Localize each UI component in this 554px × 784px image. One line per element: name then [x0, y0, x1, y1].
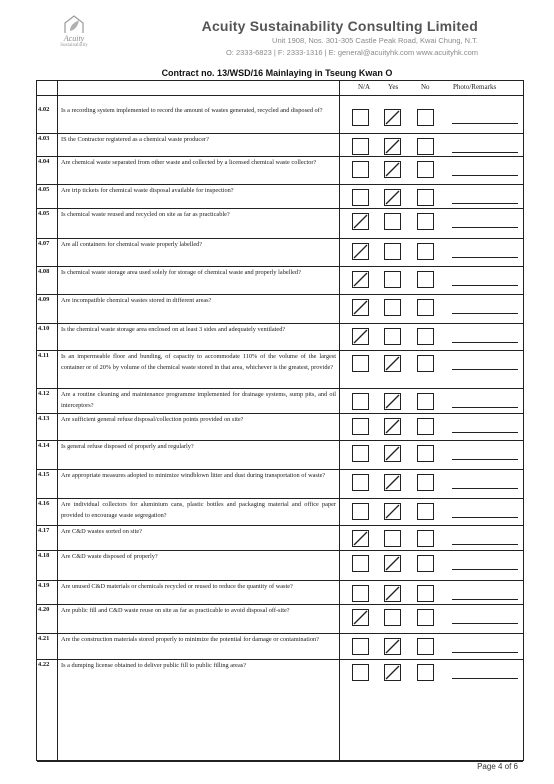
table-row — [37, 581, 523, 605]
item-number: 4.16 — [38, 500, 50, 507]
table-row — [37, 267, 523, 295]
checkbox-na[interactable] — [352, 445, 369, 462]
checkbox-yes[interactable] — [384, 503, 401, 520]
checkbox-na[interactable] — [352, 609, 369, 626]
page-number: Page 4 of 6 — [477, 762, 518, 771]
item-question: Are C&D wastes sorted on site? — [61, 528, 142, 535]
checkbox-no[interactable] — [417, 109, 434, 126]
remarks-line[interactable] — [452, 123, 518, 124]
item-number: 4.21 — [38, 635, 50, 642]
item-question: Is a dumping license obtained to deliver public fill to public filling areas? — [61, 662, 247, 669]
col-header-na: N/A — [358, 83, 371, 91]
item-question: Are incompatible chemical wastes stored in different areas? — [61, 297, 212, 304]
checkbox-no[interactable] — [417, 328, 434, 345]
checklist-table — [36, 80, 524, 761]
item-number: 4.14 — [38, 442, 50, 449]
checkbox-no[interactable] — [417, 189, 434, 206]
checkbox-no[interactable] — [417, 299, 434, 316]
checkbox-na[interactable] — [352, 138, 369, 155]
checkbox-yes[interactable] — [384, 328, 401, 345]
checkbox-na[interactable] — [352, 530, 369, 547]
item-number: 4.13 — [38, 415, 50, 422]
checkbox-na[interactable] — [352, 418, 369, 435]
check-mark-icon — [384, 638, 401, 655]
table-row — [37, 526, 523, 551]
checkbox-yes[interactable] — [384, 609, 401, 626]
table-row — [37, 105, 523, 134]
remarks-line[interactable] — [452, 432, 518, 433]
checkbox-no[interactable] — [417, 271, 434, 288]
checkbox-na[interactable] — [352, 299, 369, 316]
check-mark-icon — [352, 299, 369, 316]
check-mark-icon — [352, 530, 369, 547]
checkbox-no[interactable] — [417, 138, 434, 155]
item-question: Are individual collectors for aluminium cans, plastic bottles and packaging material and office paper provided to encourage waste segregation? — [61, 501, 336, 519]
remarks-line[interactable] — [452, 227, 518, 228]
remarks-line[interactable] — [452, 285, 518, 286]
check-mark-icon — [384, 161, 401, 178]
item-number: 4.09 — [38, 296, 50, 303]
item-question: Is the chemical waste storage area enclosed on at least 3 sides and adequately ventilated? — [61, 326, 286, 333]
checkbox-na[interactable] — [352, 213, 369, 230]
table-row — [37, 295, 523, 324]
item-number: 4.15 — [38, 471, 50, 478]
checkbox-no[interactable] — [417, 161, 434, 178]
checkbox-yes[interactable] — [384, 299, 401, 316]
remarks-line[interactable] — [452, 175, 518, 176]
table-row — [37, 414, 523, 441]
company-contact: O: 2333-6823 | F: 2333-1316 | E: general@acuityhk.com www.acuityhk.com — [225, 48, 478, 57]
check-mark-icon — [352, 271, 369, 288]
check-mark-icon — [384, 503, 401, 520]
remarks-line[interactable] — [452, 599, 518, 600]
checkbox-no[interactable] — [417, 530, 434, 547]
table-row — [37, 551, 523, 581]
item-question: Are a routine cleaning and maintenance programme implemented for drainage systems, sump pits, and oil interceptors? — [61, 391, 336, 409]
leaf-house-icon — [63, 14, 85, 34]
col-divider-question — [339, 81, 340, 760]
remarks-line[interactable] — [452, 203, 518, 204]
checkbox-na[interactable] — [352, 555, 369, 572]
checkbox-yes[interactable] — [384, 555, 401, 572]
check-mark-icon — [384, 664, 401, 681]
col-divider-num — [57, 81, 58, 760]
checkbox-no[interactable] — [417, 503, 434, 520]
logo-subtext: Sustainability — [60, 43, 88, 48]
remarks-line[interactable] — [452, 313, 518, 314]
checkbox-yes[interactable] — [384, 474, 401, 491]
checkbox-yes[interactable] — [384, 355, 401, 372]
check-mark-icon — [384, 474, 401, 491]
checkbox-na[interactable] — [352, 664, 369, 681]
item-number: 4.19 — [38, 582, 50, 589]
remarks-line[interactable] — [452, 678, 518, 679]
check-mark-icon — [384, 189, 401, 206]
item-question: Are C&D waste disposed of properly? — [61, 553, 158, 560]
table-row — [37, 605, 523, 634]
checkbox-na[interactable] — [352, 271, 369, 288]
item-number: 4.22 — [38, 661, 50, 668]
item-number: 4.12 — [38, 390, 50, 397]
table-row — [37, 157, 523, 185]
checkbox-no[interactable] — [417, 445, 434, 462]
table-row — [37, 660, 523, 762]
company-block — [118, 18, 478, 58]
col-header-yes: Yes — [388, 83, 399, 91]
checkbox-na[interactable] — [352, 393, 369, 410]
checkbox-no[interactable] — [417, 585, 434, 602]
checkbox-na[interactable] — [352, 503, 369, 520]
checkbox-no[interactable] — [417, 474, 434, 491]
remarks-line[interactable] — [452, 623, 518, 624]
table-row — [37, 239, 523, 267]
remarks-line[interactable] — [452, 407, 518, 408]
check-mark-icon — [384, 109, 401, 126]
table-row — [37, 351, 523, 389]
logo-text: Acuity — [63, 34, 85, 43]
table-row — [37, 441, 523, 470]
item-question: Is chemical waste reused and recycled on site as far as practicable? — [61, 211, 230, 218]
check-mark-icon — [384, 418, 401, 435]
item-question: Are sufficient general refuse disposal/collection points provided on site? — [61, 416, 244, 423]
item-question: Are appropriate measures adopted to minimize windblown litter and dust during transportation of waste? — [61, 472, 326, 479]
checkbox-no[interactable] — [417, 418, 434, 435]
remarks-line[interactable] — [452, 152, 518, 153]
checkbox-na[interactable] — [352, 585, 369, 602]
checkbox-yes[interactable] — [384, 418, 401, 435]
item-number: 4.10 — [38, 325, 50, 332]
item-number: 4.07 — [38, 240, 50, 247]
remarks-line[interactable] — [452, 342, 518, 343]
checkbox-no[interactable] — [417, 638, 434, 655]
item-number: 4.02 — [38, 106, 50, 113]
item-question: Is general refuse disposed of properly and regularly? — [61, 443, 194, 450]
table-row — [37, 389, 523, 414]
item-number: 4.05 — [38, 210, 50, 217]
item-question: IS the Contractor registered as a chemical waste producer? — [61, 136, 209, 143]
item-question: Is a recording system implemented to record the amount of wastes generated, recycled and disposed of? — [61, 107, 323, 114]
checkbox-yes[interactable] — [384, 445, 401, 462]
table-row — [37, 134, 523, 157]
company-address: Unit 1908, Nos. 301-305 Castle Peak Road, Kwai Chung, N.T. — [272, 36, 478, 45]
remarks-line[interactable] — [452, 544, 518, 545]
table-row — [37, 324, 523, 351]
table-row — [37, 470, 523, 499]
item-number: 4.11 — [38, 352, 50, 359]
checkbox-na[interactable] — [352, 474, 369, 491]
item-question: Are unused C&D materials or chemicals recycled or reused to reduce the quantity of waste? — [61, 583, 293, 590]
checkbox-no[interactable] — [417, 555, 434, 572]
check-mark-icon — [352, 243, 369, 260]
checkbox-yes[interactable] — [384, 664, 401, 681]
check-mark-icon — [384, 355, 401, 372]
item-number: 4.05 — [38, 186, 50, 193]
checkbox-yes[interactable] — [384, 271, 401, 288]
checkbox-yes[interactable] — [384, 530, 401, 547]
table-header — [37, 81, 523, 96]
remarks-line[interactable] — [452, 369, 518, 370]
item-question: Are the construction materials stored properly to minimize the potential for damage or contamination? — [61, 636, 319, 643]
checkbox-no[interactable] — [417, 355, 434, 372]
checkbox-yes[interactable] — [384, 243, 401, 260]
checkbox-na[interactable] — [352, 243, 369, 260]
company-name: Acuity Sustainability Consulting Limited — [201, 18, 478, 34]
item-number: 4.18 — [38, 552, 50, 559]
col-header-no: No — [421, 83, 430, 91]
checkbox-yes[interactable] — [384, 393, 401, 410]
checkbox-no[interactable] — [417, 213, 434, 230]
table-row — [37, 634, 523, 660]
item-question: Are public fill and C&D waste reuse on site as far as practicable to avoid disposal off-site? — [61, 607, 290, 614]
item-question: Is chemical waste storage area used solely for storage of chemical waste and properly labelled? — [61, 269, 301, 276]
checkbox-na[interactable] — [352, 355, 369, 372]
remarks-line[interactable] — [452, 488, 518, 489]
check-mark-icon — [384, 393, 401, 410]
remarks-line[interactable] — [452, 652, 518, 653]
item-question: Are chemical waste separated from other waste and collected by a licensed chemical waste collector? — [61, 159, 317, 166]
check-mark-icon — [352, 213, 369, 230]
checkbox-na[interactable] — [352, 638, 369, 655]
item-number: 4.03 — [38, 135, 50, 142]
checkbox-yes[interactable] — [384, 213, 401, 230]
item-number: 4.20 — [38, 606, 50, 613]
checkbox-na[interactable] — [352, 189, 369, 206]
checkbox-na[interactable] — [352, 161, 369, 178]
checkbox-yes[interactable] — [384, 585, 401, 602]
check-mark-icon — [384, 445, 401, 462]
table-row — [37, 499, 523, 526]
checkbox-no[interactable] — [417, 243, 434, 260]
check-mark-icon — [352, 609, 369, 626]
check-mark-icon — [384, 555, 401, 572]
col-header-remarks: Photo/Remarks — [453, 83, 497, 91]
remarks-line[interactable] — [452, 459, 518, 460]
checkbox-na[interactable] — [352, 109, 369, 126]
checkbox-yes[interactable] — [384, 161, 401, 178]
remarks-line[interactable] — [452, 517, 518, 518]
checkbox-no[interactable] — [417, 664, 434, 681]
remarks-line[interactable] — [452, 257, 518, 258]
item-question: Is an impermeable floor and bunding, of capacity to accommodate 110% of the volume of the largest container or of 20% by volume of the chemical waste stored in that area, whichever is the greatest, provide? — [61, 353, 336, 371]
check-mark-icon — [384, 585, 401, 602]
checkbox-yes[interactable] — [384, 138, 401, 155]
table-row — [37, 185, 523, 209]
checkbox-yes[interactable] — [384, 189, 401, 206]
checkbox-yes[interactable] — [384, 109, 401, 126]
remarks-line[interactable] — [452, 569, 518, 570]
item-number: 4.08 — [38, 268, 50, 275]
contract-title: Contract no. 13/WSD/16 Mainlaying in Tseung Kwan O — [161, 68, 393, 78]
check-mark-icon — [352, 328, 369, 345]
item-question: Are all containers for chemical waste properly labelled? — [61, 241, 203, 248]
item-number: 4.17 — [38, 527, 50, 534]
check-mark-icon — [384, 138, 401, 155]
company-logo — [52, 14, 96, 49]
table-row — [37, 209, 523, 239]
checkbox-no[interactable] — [417, 393, 434, 410]
checkbox-no[interactable] — [417, 609, 434, 626]
item-number: 4.04 — [38, 158, 50, 165]
checkbox-na[interactable] — [352, 328, 369, 345]
item-question: Are trip tickets for chemical waste disposal available for inspection? — [61, 187, 234, 194]
checkbox-yes[interactable] — [384, 638, 401, 655]
